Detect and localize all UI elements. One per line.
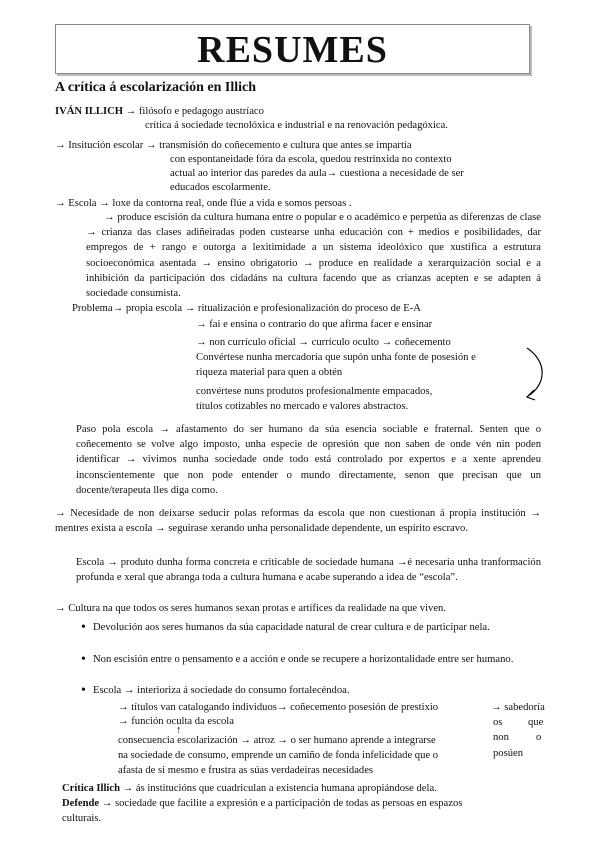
bullet-1: Devolución aos seres humanos da súa capacidade natural de crear cultura e de participar nela. [93, 622, 490, 633]
sub-conseq2: na sociedade de consumo, emprende un camiño de fonda infelicidade que o [118, 750, 439, 761]
critica-line [62, 781, 437, 796]
problema-line2: → fai e ensina o contrario do que afirma facer e ensinar [196, 319, 433, 330]
sub-right2a: os [493, 717, 503, 728]
bullet-dot: • [81, 620, 86, 635]
ivan-name: IVÁN ILLICH [55, 106, 123, 117]
sub-line1: → títulos van catalogando individuos→ coñecemento posesión de prestixio [118, 702, 439, 713]
critica-text: → ás institucións que cuadriculan a existencia humana apropiándose dela. [122, 783, 437, 794]
cultura-line: → Cultura na que todos os seres humanos sexan protas e artífices da realidade na que viven. [55, 603, 446, 614]
escola-paragraph: → produce escisión da cultura humana entre o popular e o académico e perpetúa as diferenzas de clase → crianza das clases adiñeiradas poden custearse unha educación con + medios e posibilidades, dar empregos de + rango e outorga a lexitimidade a un sistema ideolóxico que xustifica a estrutura socioeconómica asentada → ensino obrigatorio → produce en realidade a xerarquización social e a inhibición da participación dos cidadáns na cultura facendo que as crianzas acepten e se adapten á sociedade consumista. [86, 212, 541, 300]
problema-line7: títulos cotizables no mercado e valores abstractos. [196, 401, 409, 412]
sub-conseq3: afasta de si mesmo e frustra as súas verdadeiras necesidades [118, 765, 374, 776]
ivan-line1: → filósofo e pedagogo austríaco [125, 106, 264, 117]
problema-line5: riqueza material para quen a obtén [196, 367, 343, 378]
bullet-3: Escola → interioriza á sociedade do consumo fortalecéndoa. [93, 685, 350, 696]
defende-line2: culturais. [62, 813, 102, 824]
ivan-line2: crítica á sociedade tecnolóxica e industrial e na renovación pedagóxica. [145, 120, 448, 131]
sub-right2b: que [528, 717, 544, 728]
defende-label: Defende [62, 798, 100, 809]
problema-line6: convértese nuns produtos profesionalmente empacados, [196, 386, 433, 397]
sub-conseq1: consecuencia escolarización → atroz → o ser humano aprende a integrarse [118, 735, 436, 746]
institucion-line3: actual ao interior das paredes da aula→ cuestiona a necesidade de ser [170, 168, 464, 179]
critica-label: Crítica Illich [62, 783, 120, 794]
sub-right4: posúen [493, 748, 524, 759]
bullet-dot: • [81, 652, 86, 667]
defende-line [62, 796, 462, 811]
problema-line4: Convértese nunha mercadoría que supón unha fonte de posesión e [196, 352, 476, 363]
problema-line3: → non currículo oficial → currículo oculto → coñecemento [196, 337, 451, 348]
bullet-2: Non escisión entre o pensamento e a acción e onde se recupere a horizontalidade entre ser humano. [93, 654, 514, 665]
institucion-line2: con espontaneidade fóra da escola, quedou restrinxida no contexto [170, 154, 452, 165]
sub-line2: → función oculta da escola [118, 716, 234, 727]
page-title: RESUMES [197, 29, 388, 71]
problema-line1: Problema→ propia escola → ritualización e profesionalización do proceso de E-A [72, 303, 421, 314]
section-title: A crítica á escolarización en Illich [55, 80, 257, 95]
institucion-line4: educados escolarmente. [170, 182, 271, 193]
escola2-paragraph: Escola → produto dunha forma concreta e criticable de sociedade humana →é necesaria unha tranformación profunda e xeral que abranga toda a cultura humana e acabe superando a idea de “escola”. [76, 557, 541, 584]
sub-right1: → sabedoría [491, 702, 545, 713]
sub-right3b: o [536, 732, 542, 743]
defende-line1: → sociedade que facilite a expresión e a participación de todas as persoas en espazos [101, 798, 463, 809]
bullet-dot: • [81, 683, 86, 698]
necesidade-paragraph: → Necesidade de non deixarse seducir polas reformas da escola que non cuestionan á propia institución → mentres exista a escola → seguirase xerando unha personalidade dependente, un espírito escravo. [55, 508, 541, 535]
escola-line1: → Escola → loxe da contorna real, onde flúe a vida e somos persoas . [55, 198, 352, 209]
up-arrow-icon: ↑ [176, 724, 182, 736]
institucion-line1: → Insitución escolar → transmisión do coñecemento e cultura que antes se impartía [55, 140, 412, 151]
paso-paragraph: Paso pola escola → afastamento do ser humano da súa esencia sociable e fraternal. Senten que o coñecemento se volve algo imposto, unha especie de opresión que non saben de onde vén nin poden identificar → vivimos nunha sociedade onde todo está controlado por expertos e a xente aprendeu inconscientemente que non pode entender o mundo directamente, senon que precisan que un docente/terapeuta lles diga como. [76, 424, 541, 496]
sub-right3a: non [493, 732, 509, 743]
